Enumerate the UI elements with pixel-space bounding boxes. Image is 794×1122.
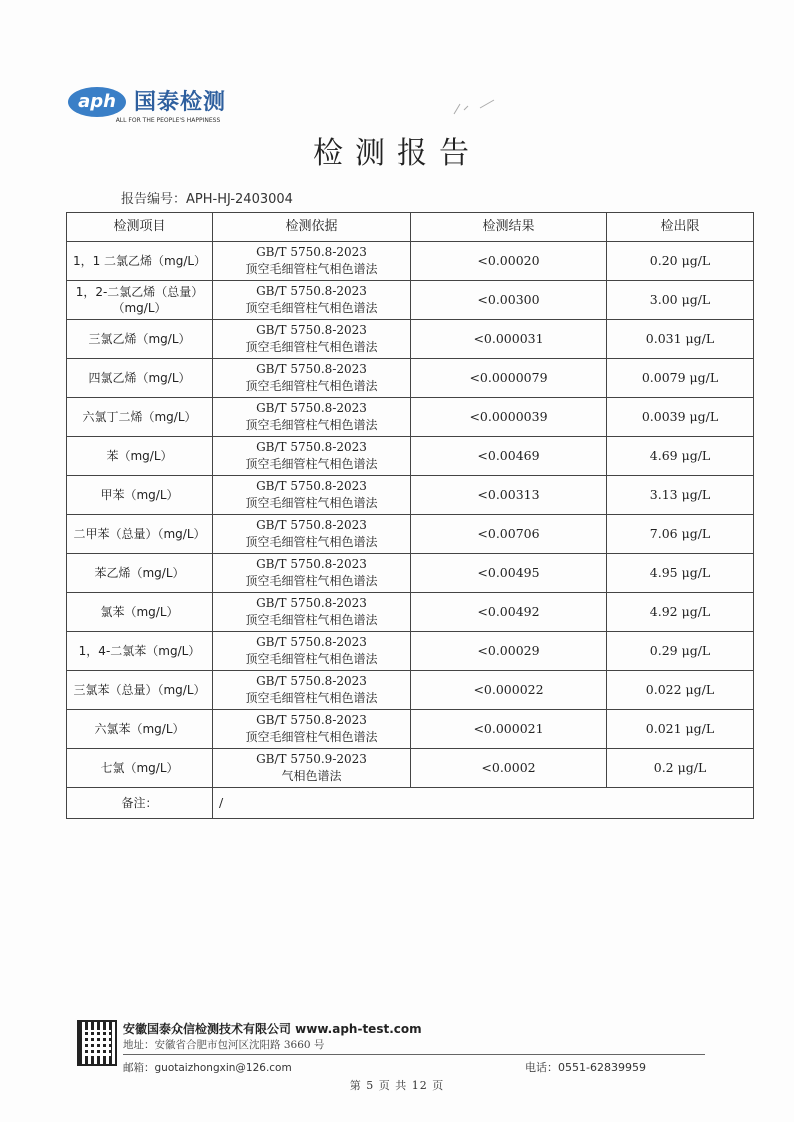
- method-standard: GB/T 5750.8-2023: [256, 245, 367, 259]
- method-name: 顶空毛细管柱气相色谱法: [245, 613, 378, 627]
- method-name: 顶空毛细管柱气相色谱法: [245, 730, 378, 744]
- col-header-item: 检测项目: [67, 213, 213, 242]
- cell-item: 六氯丁二烯（mg/L）: [67, 398, 213, 437]
- cell-limit: 3.00 μg/L: [607, 281, 754, 320]
- method-standard: GB/T 5750.8-2023: [256, 401, 367, 415]
- footer-divider: [123, 1054, 705, 1055]
- method-standard: GB/T 5750.8-2023: [256, 674, 367, 688]
- cell-limit: 0.20 μg/L: [607, 242, 754, 281]
- method-standard: GB/T 5750.9-2023: [256, 752, 367, 766]
- cell-limit: 0.0079 μg/L: [607, 359, 754, 398]
- footer-phone: 电话：0551-62839959: [525, 1061, 646, 1074]
- cell-item: 三氯苯（总量）（mg/L）: [67, 671, 213, 710]
- table-row: [67, 749, 754, 788]
- method-name: 顶空毛细管柱气相色谱法: [245, 418, 378, 432]
- cell-limit: 0.2 μg/L: [607, 749, 754, 788]
- cell-method: [213, 710, 411, 749]
- cell-item: 七氯（mg/L）: [67, 749, 213, 788]
- method-standard: GB/T 5750.8-2023: [256, 713, 367, 727]
- cell-method: [213, 320, 411, 359]
- table-row: [67, 515, 754, 554]
- method-standard: GB/T 5750.8-2023: [256, 557, 367, 571]
- cell-limit: 4.92 μg/L: [607, 593, 754, 632]
- page-number: 第 5 页 共 12 页: [349, 1079, 445, 1092]
- remark-label: 备注：: [67, 788, 213, 819]
- method-standard: GB/T 5750.8-2023: [256, 635, 367, 649]
- cell-method: [213, 359, 411, 398]
- table-row: [67, 320, 754, 359]
- page-title: 检测报告: [313, 136, 481, 171]
- cell-result: <0.00313: [411, 476, 607, 515]
- table-row: [67, 398, 754, 437]
- table-row: [67, 671, 754, 710]
- cell-limit: 4.69 μg/L: [607, 437, 754, 476]
- col-header-method: 检测依据: [213, 213, 411, 242]
- footer-email: 邮箱：guotaizhongxin@126.com: [123, 1062, 292, 1074]
- company-logo: [68, 83, 268, 127]
- method-standard: GB/T 5750.8-2023: [256, 284, 367, 298]
- method-name: 顶空毛细管柱气相色谱法: [245, 457, 378, 471]
- method-name: 顶空毛细管柱气相色谱法: [245, 262, 378, 276]
- method-name: 顶空毛细管柱气相色谱法: [245, 574, 378, 588]
- cell-result: <0.00495: [411, 554, 607, 593]
- method-name: 顶空毛细管柱气相色谱法: [245, 535, 378, 549]
- cell-result: <0.0002: [411, 749, 607, 788]
- cell-result: <0.00492: [411, 593, 607, 632]
- cell-method: [213, 671, 411, 710]
- method-name: 顶空毛细管柱气相色谱法: [245, 379, 378, 393]
- method-name: 气相色谱法: [281, 769, 342, 783]
- method-standard: GB/T 5750.8-2023: [256, 362, 367, 376]
- method-name: 顶空毛细管柱气相色谱法: [245, 301, 378, 315]
- cell-method: [213, 593, 411, 632]
- cell-result: <0.0000079: [411, 359, 607, 398]
- cell-result: <0.000022: [411, 671, 607, 710]
- logo-tagline: ALL FOR THE PEOPLE'S HAPPINESS: [115, 117, 221, 124]
- cell-limit: 3.13 μg/L: [607, 476, 754, 515]
- cell-item: 苯乙烯（mg/L）: [67, 554, 213, 593]
- cell-limit: 7.06 μg/L: [607, 515, 754, 554]
- cell-method: [213, 632, 411, 671]
- cell-method: [213, 398, 411, 437]
- cell-item: 苯（mg/L）: [67, 437, 213, 476]
- table-header-row: [67, 213, 754, 242]
- cell-item: 1，2-二氯乙烯（总量）（mg/L）: [67, 281, 213, 320]
- table-row: [67, 359, 754, 398]
- cell-result: <0.000031: [411, 320, 607, 359]
- cell-limit: 0.022 μg/L: [607, 671, 754, 710]
- remark-value: /: [213, 788, 754, 819]
- cell-method: [213, 515, 411, 554]
- method-standard: GB/T 5750.8-2023: [256, 440, 367, 454]
- cell-item: 甲苯（mg/L）: [67, 476, 213, 515]
- cell-item: 1，4-二氯苯（mg/L）: [67, 632, 213, 671]
- cell-result: <0.00469: [411, 437, 607, 476]
- cell-result: <0.00029: [411, 632, 607, 671]
- cell-result: <0.00300: [411, 281, 607, 320]
- method-standard: GB/T 5750.8-2023: [256, 518, 367, 532]
- cell-limit: 0.021 μg/L: [607, 710, 754, 749]
- report-number: 报告编号：APH-HJ-2403004: [121, 192, 293, 207]
- cell-item: 六氯苯（mg/L）: [67, 710, 213, 749]
- method-standard: GB/T 5750.8-2023: [256, 323, 367, 337]
- method-name: 顶空毛细管柱气相色谱法: [245, 691, 378, 705]
- method-standard: GB/T 5750.8-2023: [256, 596, 367, 610]
- results-table: [66, 212, 754, 819]
- footer-company: 安徽国泰众信检测技术有限公司 www.aph-test.com: [123, 1022, 422, 1036]
- cell-item: 二甲苯（总量）（mg/L）: [67, 515, 213, 554]
- table-row: [67, 632, 754, 671]
- cell-item: 四氯乙烯（mg/L）: [67, 359, 213, 398]
- cell-item: 1，1 二氯乙烯（mg/L）: [67, 242, 213, 281]
- cell-method: [213, 242, 411, 281]
- cell-item: 氯苯（mg/L）: [67, 593, 213, 632]
- cell-method: [213, 281, 411, 320]
- qr-code-icon: [77, 1020, 117, 1066]
- pen-mark-icon: [450, 96, 500, 118]
- cell-result: <0.000021: [411, 710, 607, 749]
- table-row: [67, 554, 754, 593]
- cell-method: [213, 749, 411, 788]
- cell-result: <0.00706: [411, 515, 607, 554]
- col-header-limit: 检出限: [607, 213, 754, 242]
- cell-limit: 0.29 μg/L: [607, 632, 754, 671]
- table-row: [67, 281, 754, 320]
- table-row: [67, 593, 754, 632]
- table-row: [67, 437, 754, 476]
- cell-method: [213, 437, 411, 476]
- table-row: [67, 710, 754, 749]
- cell-result: <0.00020: [411, 242, 607, 281]
- method-name: 顶空毛细管柱气相色谱法: [245, 496, 378, 510]
- cell-limit: 0.031 μg/L: [607, 320, 754, 359]
- method-name: 顶空毛细管柱气相色谱法: [245, 340, 378, 354]
- logo-oval: aph: [68, 87, 126, 117]
- method-standard: GB/T 5750.8-2023: [256, 479, 367, 493]
- table-row: [67, 476, 754, 515]
- cell-method: [213, 476, 411, 515]
- cell-method: [213, 554, 411, 593]
- remark-row: [67, 788, 754, 819]
- method-name: 顶空毛细管柱气相色谱法: [245, 652, 378, 666]
- cell-item: 三氯乙烯（mg/L）: [67, 320, 213, 359]
- cell-limit: 4.95 μg/L: [607, 554, 754, 593]
- logo-name: 国泰检测: [134, 90, 227, 115]
- cell-limit: 0.0039 μg/L: [607, 398, 754, 437]
- table-row: [67, 242, 754, 281]
- cell-result: <0.0000039: [411, 398, 607, 437]
- footer-address: 地址：安徽省合肥市包河区沈阳路 3660 号: [123, 1039, 325, 1051]
- col-header-result: 检测结果: [411, 213, 607, 242]
